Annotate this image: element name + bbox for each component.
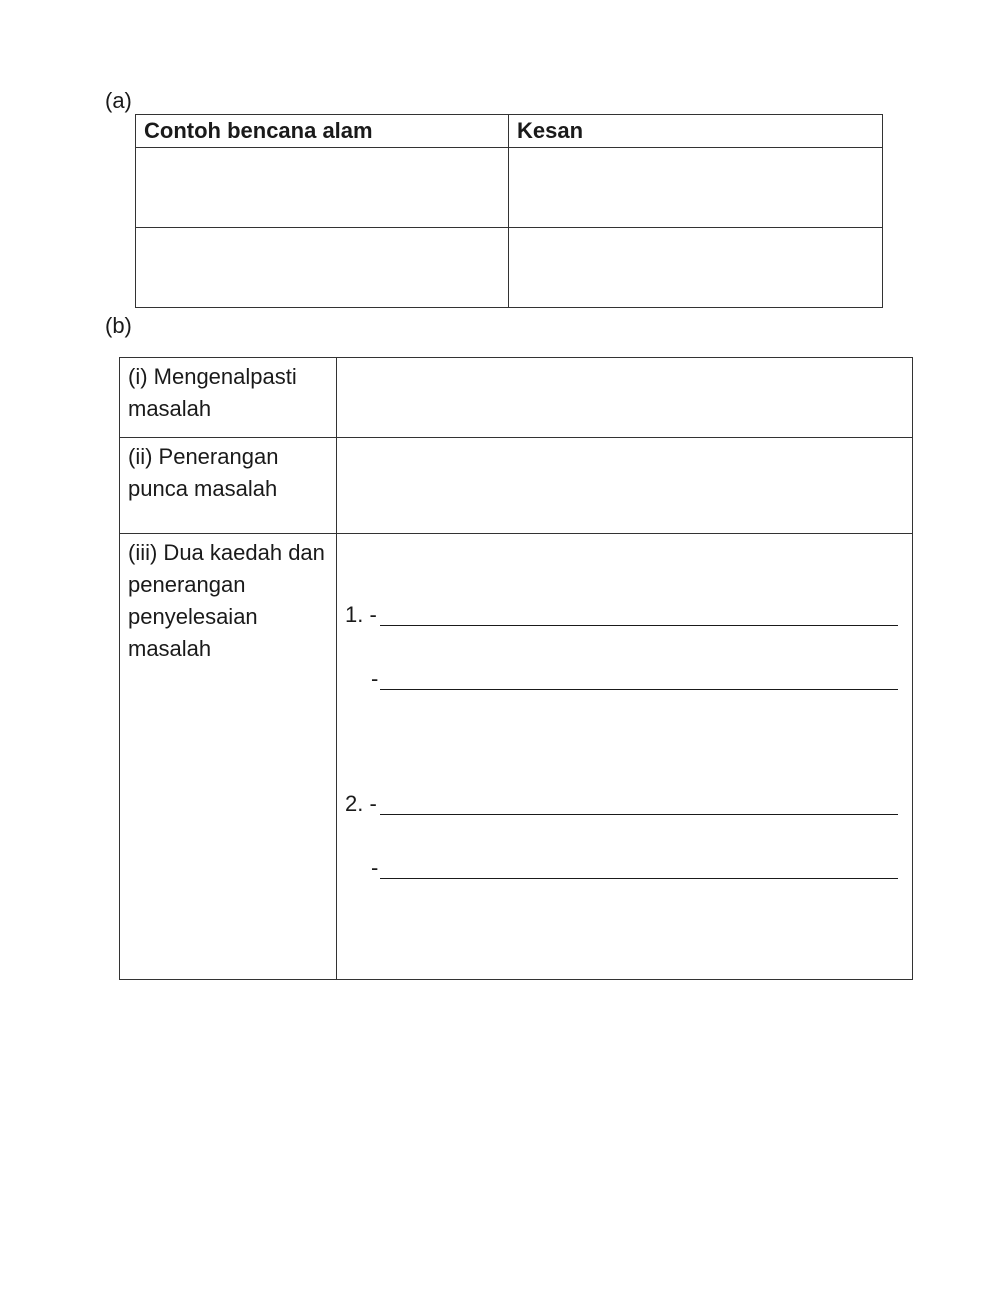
table-row	[136, 148, 883, 228]
answer-cell-cause-explanation[interactable]	[337, 438, 913, 534]
column-header-disaster-example: Contoh bencana alam	[136, 115, 509, 148]
row-label-identify-problem: (i) Mengenalpasti masalah	[120, 358, 337, 438]
table-header-row	[136, 115, 883, 148]
answer-line-prefix: -	[371, 855, 379, 880]
table-row	[136, 228, 883, 308]
answer-line-3[interactable]	[337, 788, 912, 820]
problem-solving-table	[119, 357, 913, 980]
blank-underline	[380, 878, 898, 879]
blank-underline	[380, 689, 898, 690]
disaster-effects-table	[135, 114, 883, 308]
table-row	[120, 358, 913, 438]
section-b-label: (b)	[105, 313, 132, 338]
column-header-effect: Kesan	[509, 115, 883, 148]
section-a-label: (a)	[105, 88, 132, 113]
table-row	[120, 438, 913, 534]
answer-cell-effect-2[interactable]	[509, 228, 883, 308]
answer-line-2[interactable]	[337, 663, 912, 695]
answer-cell-disaster-1[interactable]	[136, 148, 509, 228]
answer-line-prefix: 1. -	[345, 602, 377, 627]
answer-line-prefix: 2. -	[345, 791, 377, 816]
row-label-cause-explanation: (ii) Penerangan punca masalah	[120, 438, 337, 534]
blank-underline	[380, 625, 898, 626]
answer-line-1[interactable]	[337, 599, 912, 631]
answer-line-prefix: -	[371, 666, 379, 691]
answer-cell-effect-1[interactable]	[509, 148, 883, 228]
row-label-solution-methods: (iii) Dua kaedah dan penerangan penyelesaian masalah	[120, 534, 337, 980]
table-row	[120, 534, 913, 980]
answer-line-4[interactable]	[337, 852, 912, 884]
answer-cell-disaster-2[interactable]	[136, 228, 509, 308]
answer-cell-identify-problem[interactable]	[337, 358, 913, 438]
answer-cell-solution-methods[interactable]	[337, 534, 913, 980]
blank-underline	[380, 814, 898, 815]
